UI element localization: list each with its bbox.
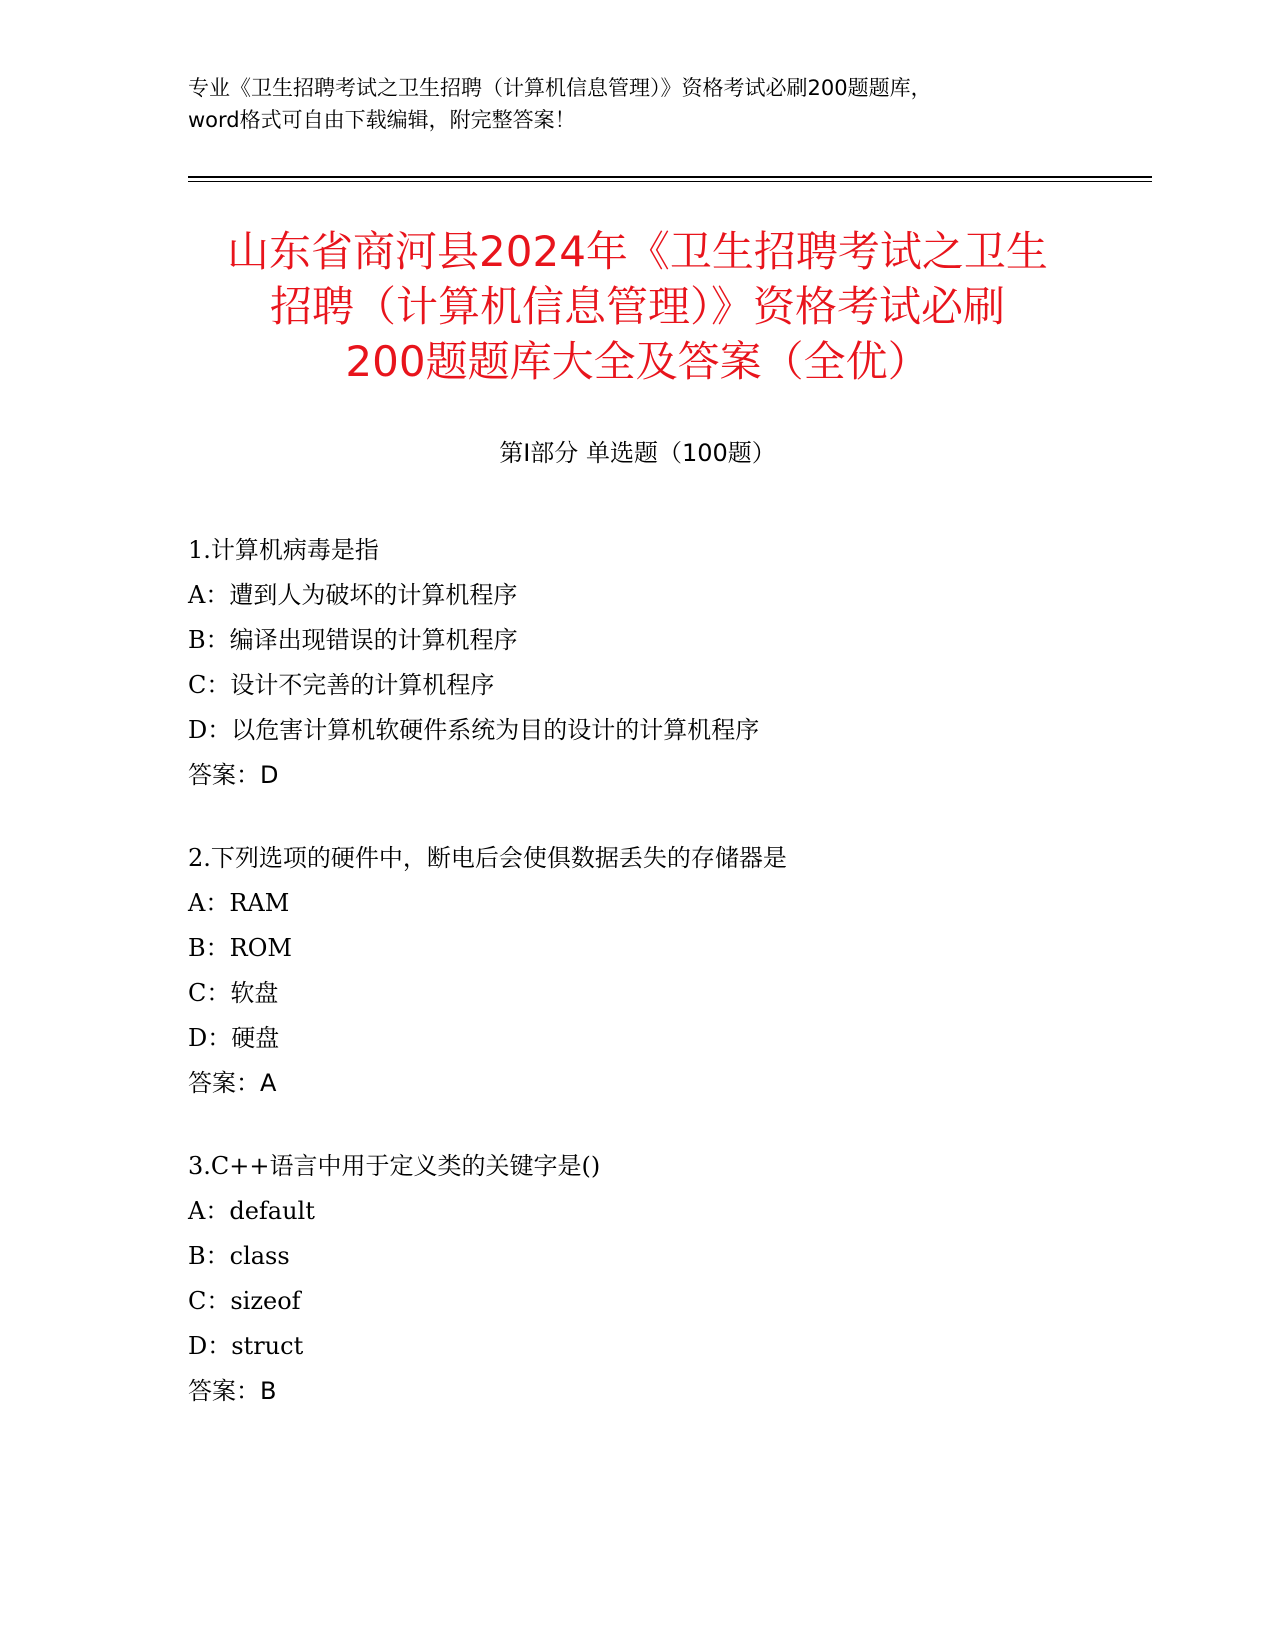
- option-b: B：ROM: [188, 934, 292, 962]
- option-b: B：编译出现错误的计算机程序: [188, 626, 518, 654]
- option-d: D：struct: [188, 1332, 304, 1360]
- document-header: [188, 72, 1088, 136]
- question-stem: 2.下列选项的硬件中，断电后会使俱数据丢失的存储器是: [188, 844, 787, 872]
- header-line-2: word格式可自由下载编辑，附完整答案！: [188, 108, 576, 132]
- question-item: [188, 528, 1148, 798]
- answer-line: 答案：D: [188, 761, 279, 789]
- answer-line: 答案：A: [188, 1069, 277, 1097]
- answer-line: 答案：B: [188, 1377, 277, 1405]
- option-c: C：设计不完善的计算机程序: [188, 671, 495, 699]
- option-c: C：sizeof: [188, 1287, 301, 1315]
- section-heading: 第Ⅰ部分 单选题（100题）: [499, 439, 776, 467]
- option-d: D：硬盘: [188, 1024, 280, 1052]
- option-a: A：default: [188, 1197, 315, 1225]
- title-line-3: 200题题库大全及答案（全优）: [345, 337, 930, 386]
- question-stem: 3.C++语言中用于定义类的关键字是(): [188, 1152, 601, 1180]
- question-item: [188, 1144, 1148, 1414]
- header-divider-thick: [188, 176, 1152, 178]
- option-c: C：软盘: [188, 979, 279, 1007]
- header-divider-thin: [188, 181, 1152, 182]
- option-a: A：RAM: [188, 889, 290, 917]
- title-line-2: 招聘（计算机信息管理）》资格考试必刷: [269, 282, 1005, 331]
- option-a: A：遭到人为破坏的计算机程序: [188, 581, 518, 609]
- option-d: D：以危害计算机软硬件系统为目的设计的计算机程序: [188, 716, 760, 744]
- option-b: B：class: [188, 1242, 290, 1270]
- header-line-1: 专业《卫生招聘考试之卫生招聘（计算机信息管理）》资格考试必刷200题题库，: [188, 76, 932, 100]
- document-title: [150, 224, 1125, 389]
- title-line-1: 山东省商河县2024年《卫生招聘考试之卫生: [227, 227, 1048, 276]
- question-list: [188, 528, 1148, 1452]
- question-stem: 1.计算机病毒是指: [188, 536, 379, 564]
- question-item: [188, 836, 1148, 1106]
